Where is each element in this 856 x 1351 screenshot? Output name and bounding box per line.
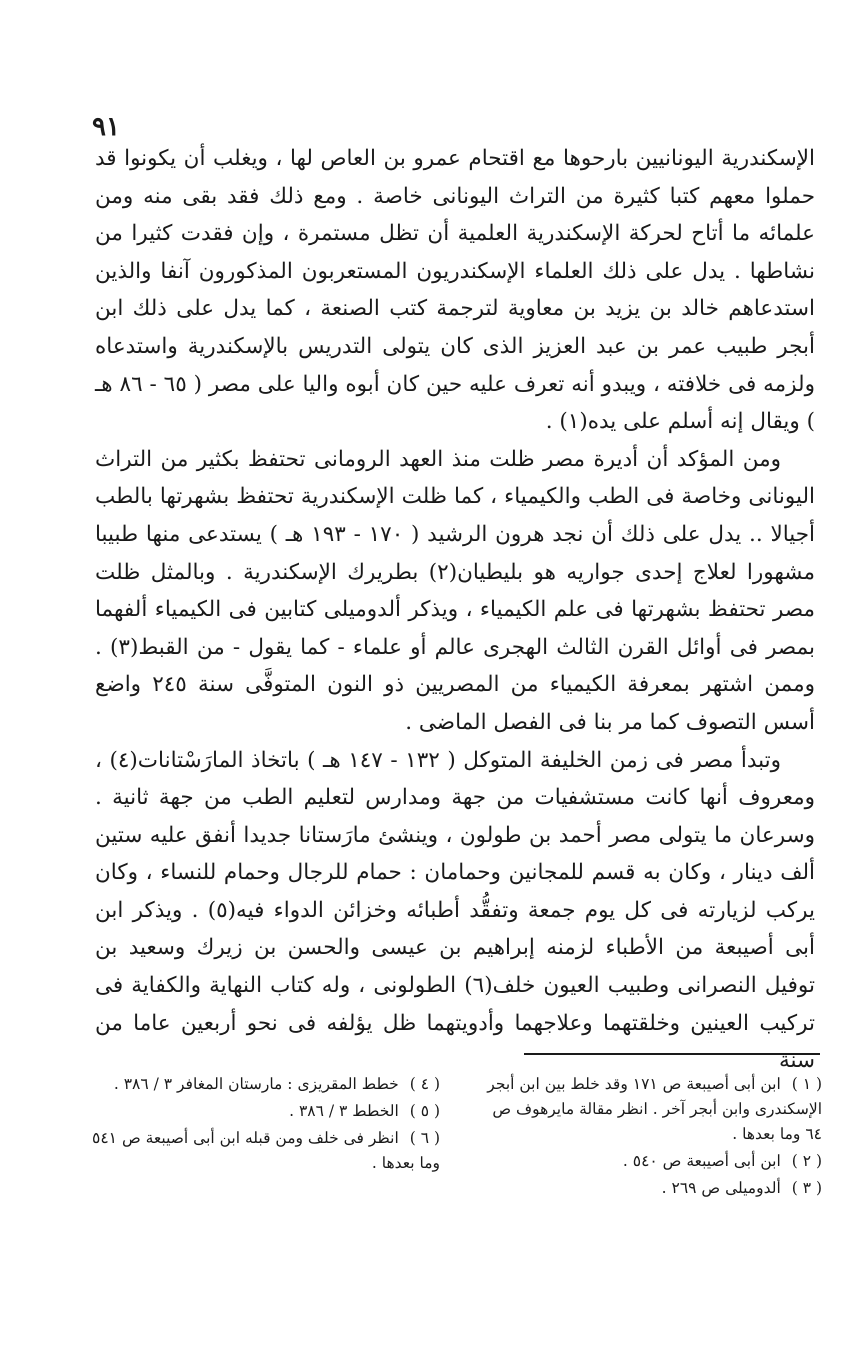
paragraph: ومن المؤكد أن أديرة مصر ظلت منذ العهد الرومانى تحتفظ بكثير من التراث اليونانى وخاصة فى الطب والكيمياء ، كما ظلت الإسكندرية تحتفظ بشهرتها بالطب أجيالا .. يدل على ذلك أن نجد هرون الرشيد ( ١٧٠ - ١٩٣ هـ ) يستدعى منها طبيبا مشهورا لعلاج إحدى جواريه هو بليطيان(٢) بطريرك الإسكندرية . وبالمثل ظلت مصر تحتفظ بشهرتها فى علم الكيمياء ، ويذكر ألدوميلى كتابين فى الكيمياء ألفهما بمصر فى أوائل القرن الثالث الهجرى عالم أو علماء - كما يقول - من القبط(٣) . وممن اشتهر بمعرفة الكيمياء من المصريين ذو النون المتوفَّى سنة ٢٤٥ واضع أسس التصوف كما مر بنا فى الفصل الماضى . [95, 446, 816, 735]
footnotes-right-column [472, 1072, 822, 1203]
footnote-text: خطط المقريزى : مارستان المغافر ٣ / ٣٨٦ . [113, 1075, 399, 1093]
footnote-number: ( ١ ) [791, 1075, 822, 1093]
footnote-text: الخطط ٣ / ٣٨٦ . [289, 1102, 399, 1120]
footnote-divider [524, 1053, 820, 1055]
paragraph: الإسكندرية اليونانيين بارحوها مع اقتحام عمرو بن العاص لها ، ويغلب أن يكونوا قد حملوا معهم كتبا كثيرة من التراث اليونانى خاصة . ومع ذلك فقد بقى منه ومن علمائه ما أتاح لحركة الإسكندرية العلمية أن تظل مستمرة ، وإن فقدت كثيرا من نشاطها . يدل على ذلك العلماء الإسكندريون المستعربون المذكورون آنفا والذين استدعاهم خالد بن يزيد بن معاوية لترجمة كتب الصنعة ، كما يدل على ذلك ابن أبجر طبيب عمر بن عبد العزيز الذى كان يتولى التدريس بالإسكندرية واستدعاه ولزمه فى خلافته ، ويبدو أنه تعرف عليه حين كان أبوه واليا على مصر ( ٦٥ - ٨٦ هـ ) ويقال إنه أسلم على يده(١) . [95, 146, 815, 435]
main-text [95, 140, 815, 1080]
footnote-number: ( ٥ ) [409, 1102, 440, 1120]
footnote [472, 1072, 822, 1147]
footnote-text: ابن أبى أصيبعة ص ٥٤٠ . [622, 1152, 781, 1170]
footnote [90, 1126, 440, 1176]
footnote-text: ألدوميلى ص ٢٦٩ . [661, 1179, 781, 1197]
paragraph: وتبدأ مصر فى زمن الخليفة المتوكل ( ١٣٢ - ١٤٧ هـ ) باتخاذ المارَسْتانات(٤) ، ومعروف أنها كانت مستشفيات من جهة ومدارس لتعليم الطب من جهة ثانية . وسرعان ما يتولى مصر أحمد بن طولون ، وينشئ مارَستانا جديدا أنفق عليه ستين ألف دينار ، وكان به قسم للمجانين وحمامان : حمام للرجال وحمام للنساء ، وكان يركب لزيارته فى كل يوم جمعة وتفقُّد أطبائه وخزائن الدواء فيه(٥) . ويذكر ابن أبى أصيبعة من الأطباء لزمنه إبراهيم بن عيسى والحسن بن زيرك وسعيد بن توفيل النصرانى وطبيب العيون خلف(٦) الطولونى ، وله كتاب النهاية والكفاية فى تركيب العينين وخلقتهما وعلاجهما وأدويتهما ظل يؤلفه فى نحو أربعين عاما من سنة [95, 747, 815, 1074]
footnote-number: ( ٣ ) [791, 1179, 822, 1197]
footnotes-left-column [90, 1072, 440, 1178]
page-number: ٩١ [92, 112, 120, 142]
footnote [90, 1072, 440, 1097]
footnote-text: انظر فى خلف ومن قبله ابن أبى أصيبعة ص ٥٤١ وما بعدها . [92, 1129, 440, 1172]
footnote-text: ابن أبى أصيبعة ص ١٧١ وقد خلط بين ابن أبجر الإسكندرى وابن أبجر آخر . انظر مقالة مايرهوف ص ٦٤ وما بعدها . [487, 1075, 822, 1143]
footnote [90, 1099, 440, 1124]
footnote-number: ( ٤ ) [409, 1075, 440, 1093]
footnote [472, 1176, 822, 1201]
footnote-number: ( ٦ ) [409, 1129, 440, 1147]
footnote-number: ( ٢ ) [791, 1152, 822, 1170]
footnote [472, 1149, 822, 1174]
